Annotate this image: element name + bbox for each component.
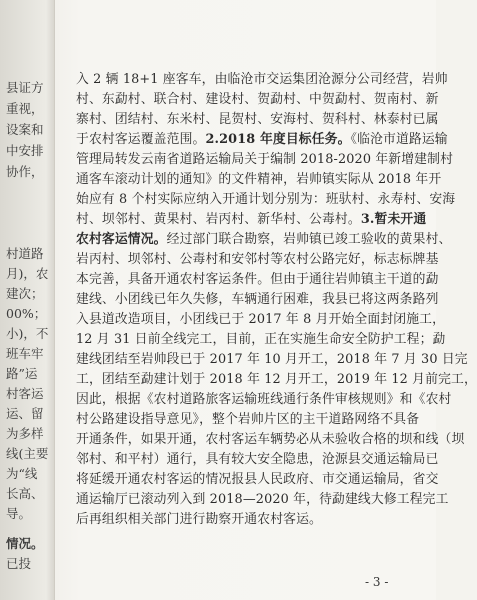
- paragraph-line: [76, 132, 448, 148]
- left-text-line: 村道路: [6, 246, 44, 261]
- paragraph-line: 管理局转发云南省道路运输局关于编制 2018-2020 年新增建制村: [76, 152, 454, 167]
- text-run: 《临沧市道路运输: [350, 132, 448, 147]
- left-text-line: 情况。: [6, 536, 44, 551]
- text-run: 经过部门联合勘察，岩帅镇已竣工验收的黄果村、: [166, 232, 452, 247]
- paragraph-line: 寨村、团结村、东米村、昆贺村、安海村、贺科村、林泰村已属: [76, 112, 439, 127]
- left-text-line: 已投: [6, 556, 32, 571]
- left-text-line: 村客运: [6, 386, 44, 401]
- paragraph-line: 后再组织相关部门进行勘察开通农村客运。: [76, 512, 322, 527]
- paragraph-line: 岩丙村、坝邻村、公毒村和安邻村等农村公路完好，标志标牌基: [76, 252, 439, 267]
- paragraph-line: 村公路建设指导意见》，整个岩帅片区的主干道路网络不具备: [76, 412, 420, 427]
- paragraph-line: 建线、小团线已年久失修，车辆通行困难，我县已将这两条路列: [76, 292, 439, 307]
- left-text-line: 重视，: [6, 101, 44, 116]
- paragraph-line: 12 月 31 日前全线完工，目前，正在实施生命安全防护工程；勐: [76, 332, 446, 347]
- section-heading-2: 2.2018 年度目标任务。: [205, 132, 351, 147]
- left-text-line: 小)，不: [6, 326, 49, 341]
- paragraph-line: 因此，根据《农村道路旅客运输班线通行条件审核规则》和《农村: [76, 392, 452, 407]
- left-text-line: 导。: [6, 506, 32, 521]
- left-text-line: 为“线: [6, 466, 38, 481]
- section-heading-3: 3.暂未开通: [360, 212, 427, 227]
- paragraph-line: 建线团结至岩帅段已于 2017 年 10 月开工，2018 年 7 月 30 日完: [76, 352, 468, 367]
- paragraph-line: 通客车滚动计划的通知》的文件精神，岩帅镇实际从 2018 年开: [76, 172, 442, 187]
- left-text-line: 中安排: [6, 143, 44, 158]
- left-text-line: 线(主要: [6, 446, 49, 461]
- left-text-line: 协作，: [6, 164, 44, 179]
- paragraph-line: 始应有 8 个村实际应纳入开通计划分别为：班驮村、永寿村、安海: [76, 192, 456, 207]
- left-text-line: 月)，农: [6, 266, 49, 281]
- paragraph-line: 开通条件，如果开通，农村客运车辆势必从未验收合格的坝和线（坝: [76, 432, 465, 447]
- left-text-line: 建次；: [6, 286, 44, 301]
- left-text-line: 长高、: [6, 486, 44, 501]
- paragraph-line: 通运输厅已滚动列入到 2018—2020 年，待勐建线大修工程完工: [76, 492, 449, 507]
- left-text-line: 00%；: [6, 306, 47, 321]
- left-text-line: 设案和: [6, 122, 44, 137]
- left-text-line: 班车牢: [6, 346, 44, 361]
- section-heading-3-cont: 农村客运情况。: [76, 232, 167, 247]
- left-text-line: 县证方: [6, 80, 44, 95]
- text-run: 村、坝邻村、黄果村、岩丙村、新华村、公毒村。: [76, 212, 361, 227]
- text-run: 于农村客运覆盖范围。: [76, 132, 206, 147]
- paragraph-line: [76, 232, 452, 248]
- facing-page-fragment: [0, 0, 55, 600]
- left-text-line: 为多样: [6, 426, 44, 441]
- paragraph-line: [76, 212, 427, 228]
- left-text-line: 路”运: [6, 366, 38, 381]
- paragraph-line: 入县道改造项目，小团线已于 2017 年 8 月开始全面封闭施工，: [76, 312, 446, 327]
- paragraph-line: 将延缓开通农村客运的情况报县人民政府、市交通运输局，省交: [76, 472, 439, 487]
- page-number: - 3 -: [365, 575, 389, 589]
- paragraph-line: 村、东勐村、联合村、建设村、贺勐村、中贺勐村、贺南村、新: [76, 92, 439, 107]
- paragraph-line: 入 2 辆 18+1 座客车，由临沧市交运集团沧源分公司经营，岩帅: [76, 72, 448, 87]
- paragraph-line: 工，团结至勐建计划于 2018 年 12 月开工，2019 年 12 月前完工，: [76, 372, 477, 387]
- paragraph-line: 邻村、和平村）通行，具有较大安全隐患，沧源县交通运输局已: [76, 452, 439, 467]
- paragraph-line: 本完善，具备开通农村客运条件。但由于通往岩帅镇主干道的勐: [76, 272, 439, 287]
- left-text-line: 运、留: [6, 406, 44, 421]
